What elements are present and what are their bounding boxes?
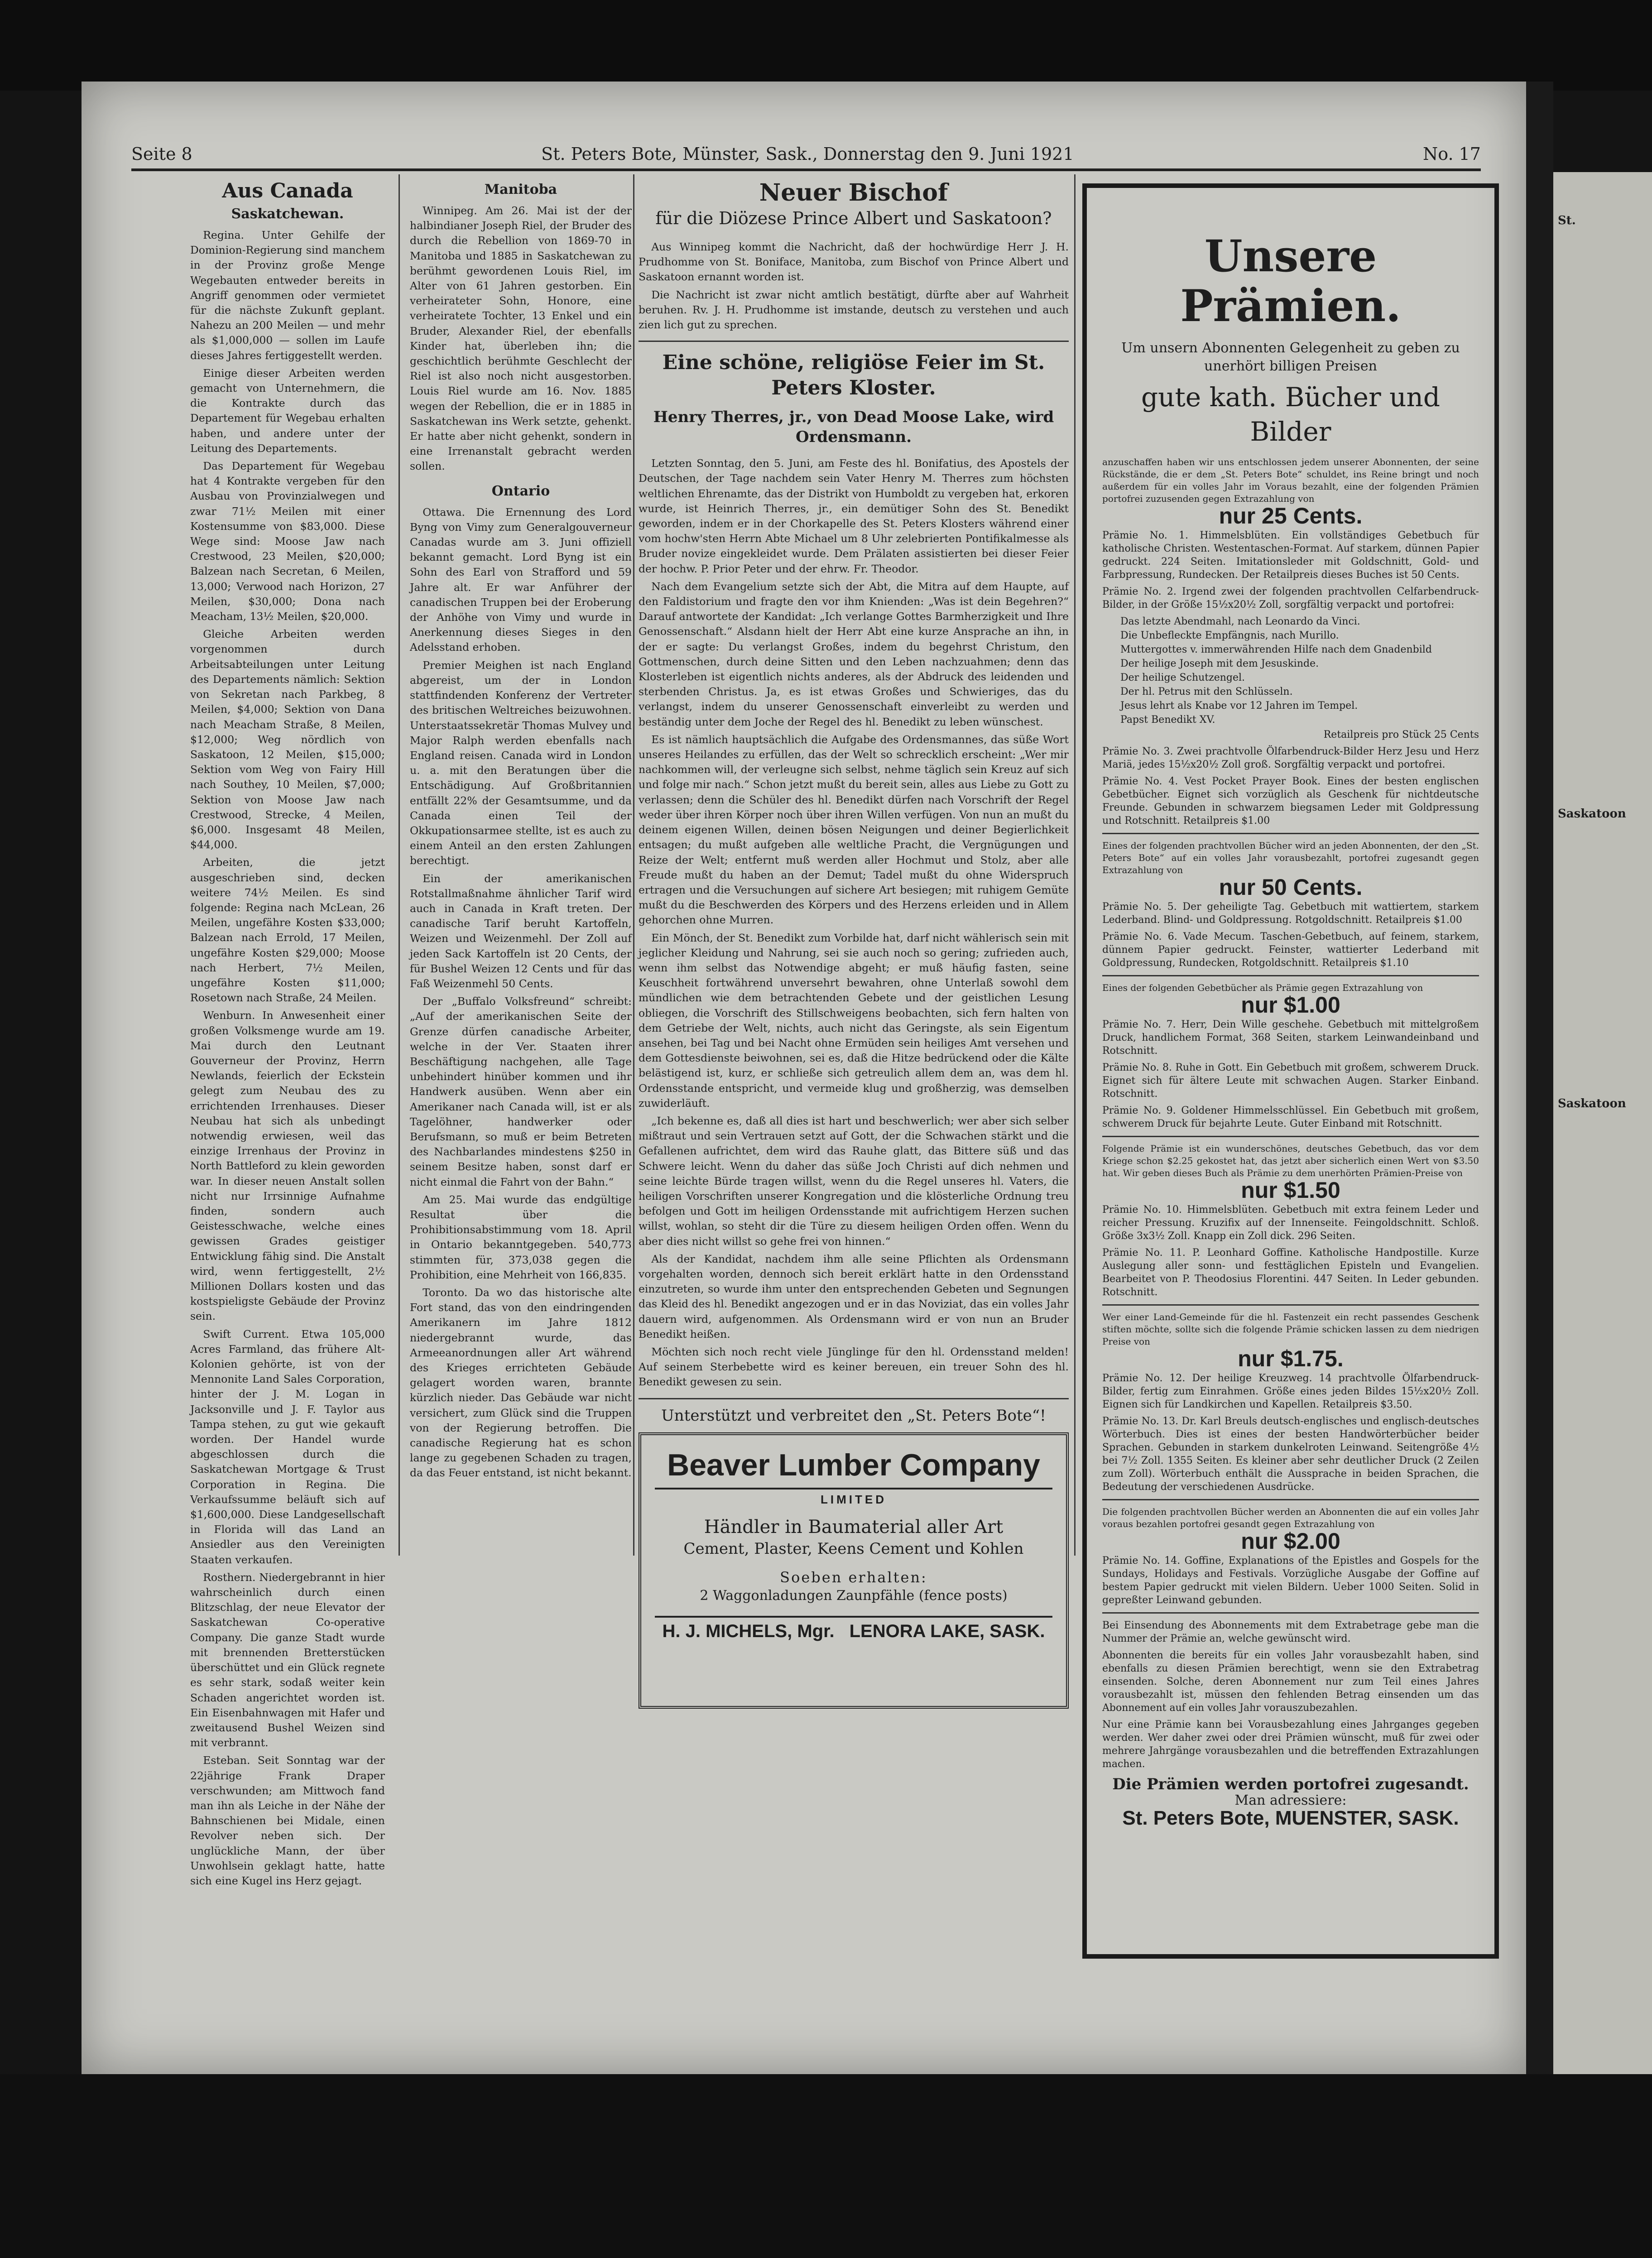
column-provinces: [410, 179, 632, 1484]
premiums-explain: Eines der folgenden prachtvollen Bücher wird an jeden Abonnenten, der den „St. Peters Bote“ auf ein volles Jahr vorausbezahlt, portofrei zugesandt gegen Extrazahlung von: [1102, 840, 1479, 875]
premium-item: Prämie No. 12. Der heilige Kreuzweg. 14 prachtvolle Ölfarbendruck-Bilder, fertig zum Einrahmen. Größe eines jeden Bildes 15½x20½ Zoll. Eignen sich für Landkirchen und Kapellen. Retailpreis $3.50.: [1102, 1373, 1479, 1410]
adjacent-page-fragment: Saskatoon: [1558, 807, 1626, 821]
column-rule: [1074, 174, 1076, 1556]
divider: [1102, 833, 1479, 834]
column-rule: [633, 174, 634, 1556]
paragraph: Winnipeg. Am 26. Mai ist der der halbindianer Joseph Riel, der Bruder des durch die Rebellion von 1869-70 in Manitoba und 1885 in Saskatchewan zu berühmt gewordenen Louis Riel, im Alter von 61 Jahren gestorben. Ein verheirateter Sohn, Honore, eine verheiratete Tochter, 13 Enkel und ein Bruder, Alexander Riel, der ebenfalls Kinder hat, überleben ihn; die geschichtlich berühmte Geschlecht der Riel ist also noch nicht ausgestorben. Louis Riel wurde am 16. Nov. 1885 wegen der Rebellion, die er in 1885 in Saskatchewan ins Werk setzte, gehenkt. Er hatte aber nicht gehenkt, sondern in eine Irrenanstalt gebracht werden sollen.: [410, 204, 632, 473]
article-body: [410, 505, 632, 1481]
ad-town: LENORA LAKE, SASK.: [849, 1621, 1045, 1642]
premium-item: Prämie No. 2. Irgend zwei der folgenden prachtvollen Celfarbendruck-Bilder, in der Größe 15½x20½ Zoll, sorgfältig verpackt und portofrei:: [1102, 586, 1479, 610]
masthead-line: St. Peters Bote, Münster, Sask., Donnerstag den 9. Juni 1921: [541, 144, 1074, 164]
premium-item: Prämie No. 10. Himmelsblüten. Gebetbuch mit extra feinem Leder und reicher Pressung. Kruzifix auf der Innenseite. Feingoldschnitt. Schloß. Größe 3x3½ Zoll. Knapp ein Zoll dick. 296 Seiten.: [1102, 1204, 1479, 1242]
adjacent-page-fragment: Saskatoon: [1558, 1097, 1626, 1110]
retail-price: Retailpreis pro Stück 25 Cents: [1323, 729, 1479, 740]
premium-item: Prämie No. 5. Der geheiligte Tag. Gebetbuch mit wattiertem, starkem Lederband. Blind- und Goldpressung. Rotgoldschnitt. Retailpreis $1.00: [1102, 901, 1479, 926]
price-25-cents: nur 25 Cents.: [1219, 503, 1363, 528]
divider: [639, 341, 1069, 342]
page-header: [131, 140, 1481, 168]
picture-item: Jesus lehrt als Knabe vor 12 Jahren im Tempel.: [1120, 700, 1358, 711]
premiums-explain: Folgende Prämie ist ein wunderschönes, deutsches Gebetbuch, das vor dem Kriege schon $2.25 gekostet hat, das jetzt aber sicherlich einen Wert von $3.50 hat. Wir geben dieses Buch als Prämie zu dem unerhörten Prämien-Preise von: [1102, 1143, 1479, 1178]
premium-item: Prämie No. 13. Dr. Karl Breuls deutsch-englisches und englisch-deutsches Wörterbuch. Dies ist eines der besten Handwörterbücher beider Sprachen. Gebunden in starkem dunkelroten Leinwand. Seitengröße 4½ bei 7½ Zoll. 1355 Seiten. Es kleiner aber sehr deutlicher Druck (2 Zeilen zum Zoll). Wörterbuch enthält die Aussprache in beiden Sprachen, die Bedeutung der verschiedenen Ausdrücke.: [1102, 1416, 1479, 1493]
paragraph: Nach dem Evangelium setzte sich der Abt, die Mitra auf dem Haupte, auf den Faldistorium und fragte den vor ihm Knienden: „Was ist dein Begehren?“ Darauf antwortete der Kandidat: „Ich verlange Gottes Barmherzigkeit und Ihre Genossenschaft.“ Alsdann hielt der Herr Abt eine kurze Ansprache an ihn, in der er sagte: Du verlangst Großes, indem du begehrst Christum, den Gottmenschen, durch deine Sitten und den Leben nachzuahmen; denn das Klosterleben ist eigentlich nichts anderes, als der Abdruck des leidenden und sterbenden Christus. Ja, es ist etwas Großes und Schwieriges, das du verlangst, indem du unserer Genossenschaft einverleibt zu werden und beständig unter dem Joche der Regel des hl. Benedikt zu leben wünschest.: [639, 580, 1069, 728]
note: Bei Einsendung des Abonnements mit dem Extrabetrage gebe man die Nummer der Prämie an, welche gewünscht wird.: [1102, 1620, 1479, 1644]
premiums-headline: gute kath. Bücher und Bilder: [1141, 382, 1440, 447]
premium-item: Prämie No. 3. Zwei prachtvolle Ölfarbendruck-Bilder Herz Jesu und Herz Mariä, jedes 15½x20½ Zoll groß. Sorgfältig verpackt und portofrei.: [1102, 746, 1479, 770]
headline-neuer-bischof: Neuer Bischof: [759, 179, 948, 207]
paragraph: Möchten sich noch recht viele Jünglinge für den hl. Ordensstand melden! Auf seinem Sterbebette wird es keiner bereuen, ein treuer Sohn des hl. Benedikt gewesen zu sein.: [639, 1345, 1069, 1388]
premium-list: [1102, 1372, 1479, 1494]
ad-dealer-line: Händler in Baumaterial aller Art: [704, 1517, 1004, 1538]
premiums-intro: Um unsern Abonnenten Gelegenheit zu geben zu unerhört billigen Preisen: [1121, 340, 1460, 374]
paragraph: Die Nachricht ist zwar nicht amtlich bestätigt, dürfte aber auf Wahrheit beruhen. Rv. J. H. Prudhomme ist imstande, deutsch zu verstehen und auch zien lich gut zu sprechen.: [639, 288, 1069, 331]
paragraph: „Ich bekenne es, daß all dies ist hart und beschwerlich; wer aber sich selber mißtraut und sein Vertrauen setzt auf Gott, der die Schwachen stärkt und die Gefallenen aufrichtet, dem wird das Rauhe glatt, das Bittere süß und das Schwere leicht. Wenn du daher das süße Joch Christi auf dich nehmen und seine leichte Bürde tragen willst, wenn du die Regel unseres hl. Vaters, die heiligen Vorschriften unserer Kongregation und die klösterliche Ordnung treu befolgen und Gott im heiligen Ordensstande mit aufrichtigem Herzen suchen willst, wohlan, so steht dir die Türe zu diesem heiligen Orden offen. Wenn du aber dies nicht willst so gehe frei von hinnen.“: [639, 1114, 1069, 1248]
ad-materials: Cement, Plaster, Keens Cement und Kohlen: [683, 1540, 1024, 1558]
publisher-place: MUENSTER, SASK.: [1275, 1807, 1459, 1829]
premiums-explain: Wer einer Land-Gemeinde für die hl. Fastenzeit ein recht passendes Geschenk stiften möchte, sollte sich die folgende Prämie schicken lassen zu dem niedrigen Preise von: [1102, 1312, 1479, 1347]
paragraph: Wenburn. In Anwesenheit einer großen Volksmenge wurde am 19. Mai durch den Leutnant Gouverneur der Provinz, Herrn Newlands, feierlich der Eckstein gelegt zum Neubau des zu errichtenden Irrenhauses. Dieser Neubau hat sich als unbedingt notwendig erwiesen, weil das einzige Irrenhaus der Provinz in North Battleford zu klein geworden war. In dieser neuen Anstalt sollen nicht nur Irrsinnige Aufnahme finden, sondern auch Geistesschwache, welche eines gewissen Grades geistiger Entwicklung fähig sind. Die Anstalt wird, wenn fertiggestellt, 2½ Millionen Dollars kosten und das kostspieligste Gebäude der Provinz sein.: [190, 1009, 385, 1323]
ad-just-received: Soeben erhalten:: [780, 1569, 927, 1586]
paragraph: Der „Buffalo Volksfreund“ schreibt: „Auf der amerikanischen Seite der Grenze dürfen canadische Arbeiter, welche in der Ver. Staaten ihrer Beschäftigung nachgehen, alle Tage unbehindert hinüber kommen und ihr Handwerk ausüben. Wenn aber ein Amerikaner nach Canada will, ist er als Tagelöhner, handwerker oder Berufsmann, so muß er beim Betreten des Nachbarlandes mindestens $250 in seinem Besitze haben, sonst darf er nicht einmal die Fahrt von der Bahn.“: [410, 995, 632, 1188]
paragraph: Ottawa. Die Ernennung des Lord Byng von Vimy zum Generalgouverneur Canadas wurde am 3. Juni offiziell bekannt gemacht. Lord Byng ist ein Sohn des Earl von Strafford und 59 Jahre alt. Er war Anführer der canadischen Truppen bei der Eroberung der Anhöhe von Vimy und wurde in Anerkennung dieses Sieges in den Adelsstand erhoben.: [410, 505, 632, 654]
premium-item: Prämie No. 1. Himmelsblüten. Ein vollständiges Gebetbuch für katholische Christen. Westentaschen-Format. Auf starkem, dünnen Papier gedruckt. 224 Seiten. Imitationsleder mit Goldschnitt, Gold- und Farbpressung, Rundecken. Der Retailpreis dieses Buches ist 50 Cents.: [1102, 530, 1479, 581]
premiums-title: Unsere Prämien.: [1180, 231, 1401, 331]
column-church-news: [639, 179, 1069, 1709]
article-body: [410, 203, 632, 474]
paragraph: Es ist nämlich hauptsächlich die Aufgabe des Ordensmannes, das süße Wort unseres Heilandes zu erfüllen, das der Welt so schrecklich erscheint: „Wer mir nachkommen will, der verleugne sich selbst, nehme täglich sein Kreuz auf sich und folge mir nach.“ Schon jetzt mußt du bereit sein, alles aus Liebe zu Gott zu verlassen; denn die Schüler des hl. Benedikt dürfen nach Vorschrift der Regel weder über ihren Körper noch über ihren Willen verfügen. Von nun an mußt du deinem eigenen Willen, deinen bösen Neigungen und deiner Begierlichkeit entsagen; du mußt aufgeben alle weltliche Pracht, die Vergnügungen und Reize der Welt; entfernt muß werden aller Hochmut und Stolz, aber alle Freude mußt du haben an der Demut; Tadel mußt du ohne Widerspruch ertragen und die Versuchungen auf sichere Art besiegen; mit ruhigem Gemüte mußt du die Beschwerden des Körpers und des Herzens erleiden und in Allem gehorchen ohne Murren.: [639, 733, 1069, 927]
price-1-50: nur $1.50: [1241, 1177, 1340, 1203]
divider: [1102, 975, 1479, 976]
premiums-explain: anzuschaffen haben wir uns entschlossen jedem unserer Abonnenten, der seine Rückstände, die er dem „St. Peters Bote“ schuldet, ins Reine bringt und noch außerdem für ein volles Jahr im Voraus bezahlt, eine der folgenden Prämien portofrei zuzusenden gegen Extrazahlung von: [1102, 456, 1479, 504]
beaver-lumber-advertisement: [639, 1432, 1069, 1709]
premium-list: [1102, 529, 1479, 611]
divider: [1102, 1612, 1479, 1614]
paragraph: Rosthern. Niedergebrannt in hier wahrscheinlich durch einen Blitzschlag, der neue Elevator der Saskatchewan Co-operative Company. Die ganze Stadt wurde mit brennenden Bretterstücken überschüttet und ein Glück regnete es sehr stark, sodaß weiter kein Schaden angerichtet worden ist. Ein Eisenbahnwagen mit Hafer und zweitausend Bushel Weizen sind mit verbrannt.: [190, 1571, 385, 1749]
headline-feier: Eine schöne, religiöse Feier im St. Peters Kloster.: [662, 351, 1045, 400]
page-number: Seite 8: [131, 144, 192, 164]
article-body: [639, 240, 1069, 332]
premium-list: [1102, 1018, 1479, 1130]
issue-number: No. 17: [1423, 144, 1481, 164]
postage-free-note: Die Prämien werden portofrei zugesandt.: [1112, 1775, 1469, 1793]
paragraph: Ein Mönch, der St. Benedikt zum Vorbilde hat, darf nicht wählerisch sein mit jeglicher Kleidung und Nahrung, sei sie auch noch so gering; zufrieden auch, wenn ihm selbst das Notwendige abgeht; er muß häufig fasten, seine Keuschheit fortwährend unversehrt bewahren, ohne Unterlaß sowohl dem mündlichen wie dem betrachtenden Gebete und der geistlichen Lesung obliegen, die Vorschrift des Stillschweigens beobachten, sich fern halten von dem Getriebe der Welt, nichts, auch nicht das Geringste, als sein Eigentum ansehen, bei Tag und bei Nacht ohne Ermüden sein heiliges Amt versehen und dem Gottesdienste beiwohnen, sei es, daß die Hitze bedrückend oder die Kälte belästigend ist, kurz, er schließe sich getreulich allem dem an, was dem hl. Ordensstande entspricht, und vermeide klug und großherzig, was demselben zuwiderläuft.: [639, 931, 1069, 1110]
paragraph: Aus Winnipeg kommt die Nachricht, daß der hochwürdige Herr J. H. Prudhomme von St. Boniface, Manitoba, zum Bischof von Prince Albert und Saskatoon ernannt worden ist.: [639, 240, 1069, 283]
picture-item: Das letzte Abendmahl, nach Leonardo da Vinci.: [1120, 616, 1360, 627]
paragraph: Premier Meighen ist nach England abgereist, um der in London stattfindenden Konferenz der Vertreter des britischen Weltreiches beizuwohnen. Unterstaatssekretär Thomas Mulvey und Major Ralph werden ebenfalls nach England reisen. Canada wird in London u. a. mit den Beratungen über die Entschädigung. Auf Großbritannien entfällt 22% der Gesamtsumme, und da Canada einen Teil der Okkupationsarmee stellte, ist es auch zu einem Anteil an den ersten Zahlungen berechtigt.: [410, 658, 632, 867]
paragraph: Letzten Sonntag, den 5. Juni, am Feste des hl. Bonifatius, des Apostels der Deutschen, der Tage nachdem sein Vater Henry M. Therres zum höchsten weltlichen Ehrenamte, das der Distrikt von Humboldt zu vergeben hat, erkoren wurde, ist Heinrich Therres, jr., ein demütiger Sohn des St. Benedikt geworden, indem er in der Chorkapelle des St. Peters Klosters während einer vom hochw'sten Herrn Abte Michael um 8 Uhr zelebrierten Pontifikalmesse als Bruder novize eingekleidet wurde. Dem Prälaten assistierten bei dieser Feier der hochw. P. Prior Peter und der ehrw. Fr. Theodor.: [639, 457, 1069, 575]
article-body: [639, 456, 1069, 1389]
address-label: Man adressiere:: [1234, 1792, 1347, 1808]
paragraph: Regina. Unter Gehilfe der Dominion-Regierung sind manchem in der Provinz große Menge Wegebauten entweder bereits in Angriff genommen oder vermietet für die nächste Zukunft geplant. Nahezu an 200 Meilen — und mehr als $1,000,000 — sollen im Laufe dieses Jahres fertiggestellt werden.: [190, 229, 385, 362]
section-title-ontario: Ontario: [491, 483, 550, 499]
premium-item: Prämie No. 8. Ruhe in Gott. Ein Gebetbuch mit großem, schwerem Druck. Eignet sich für ältere Leute mit schwachen Augen. Starker Einband. Rotschnitt.: [1102, 1062, 1479, 1100]
publisher-address: [1102, 1807, 1479, 1829]
ad-manager: H. J. MICHELS, Mgr.: [662, 1621, 835, 1642]
premium-list: [1102, 745, 1479, 827]
book-gutter: [1526, 82, 1553, 2074]
section-subtitle: Saskatchewan.: [231, 206, 344, 222]
ad-fence-posts: 2 Waggonladungen Zaunpfähle (fence posts): [700, 1588, 1008, 1604]
premium-list: [1102, 1554, 1479, 1607]
divider: [1102, 1136, 1479, 1137]
note: Nur eine Prämie kann bei Vorausbezahlung eines Jahrganges gegeben werden. Wer daher zwei oder drei Prämien wünscht, muß für zwei oder mehrere Jahrgänge vorausbezahlen und die betreffenden Extrazahlungen machen.: [1102, 1719, 1479, 1770]
premiums-explain: Die folgenden prachtvollen Bücher werden an Abonnenten die auf ein volles Jahr voraus bezahlen portofrei gesandt gegen Extrazahlung von: [1102, 1506, 1479, 1529]
picture-list: [1120, 615, 1479, 726]
header-rule: [131, 168, 1481, 171]
paragraph: Swift Current. Etwa 105,000 Acres Farmland, das frühere Alt-Kolonien gehörte, ist von der Mennonite Land Sales Corporation, hinter der J. M. Logan in Jacksonville und J. F. Taylor aus Tampa stehen, zu gut wie gekauft worden. Der Handel wurde abgeschlossen durch die Saskatchewan Mortgage & Trust Corporation in Regina. Die Verkaufssumme beläuft sich auf $1,600,000. Diese Landgesellschaft in Florida will das Land an Ansiedler aus den Vereinigten Staaten verkaufen.: [190, 1327, 385, 1566]
note: Abonnenten die bereits für ein volles Jahr vorausbezahlt haben, sind ebenfalls zu diesen Prämien berechtigt, wenn sie den Extrabetrag einsenden. Solche, deren Abonnement nur zum Teil eines Jahres vorausbezahlt ist, müssen den fehlenden Betrag einsenden um das Abonnement auf ein volles Jahr vorauszubezahlen.: [1102, 1650, 1479, 1714]
premiums-explain: Eines der folgenden Gebetbücher als Prämie gegen Extrazahlung von: [1102, 982, 1423, 993]
premium-notes: [1102, 1619, 1479, 1771]
column-aus-canada: [190, 179, 385, 1891]
paragraph: Das Departement für Wegebau hat 4 Kontrakte vergeben für den Ausbau von Provinzialwegen und zwar 71½ Meilen mit einer Kostensumme von $83,000. Diese Wege sind: Moose Jaw nach Crestwood, 23 Meilen, $20,000; Balzean nach Secretan, 6 Meilen, 13,000; Verwood nach Horizon, 27 Meilen, $30,000; Dona nach Meacham, 13½ Meilen, $20,000.: [190, 460, 385, 623]
premium-list: [1102, 1203, 1479, 1299]
paragraph: Arbeiten, die jetzt ausgeschrieben sind, decken weitere 74½ Meilen. Es sind folgende: Regina nach McLean, 26 Meilen, ungefähre Kosten $33,000; Balzean nach Errold, 17 Meilen, ungefähre Kosten $29,000; Moose nach Herbert, 7½ Meilen, ungefähre Kosten $11,000; Rosetown nach Straße, 24 Meilen.: [190, 856, 385, 1004]
paragraph: Toronto. Da wo das historische alte Fort stand, das von den eindringenden Amerikanern im Jahre 1812 niedergebrannt wurde, das Armeeanordnungen aller Art während des Krieges errichteten Gebäude gelagert worden waren, brannte kürzlich nieder. Das Gebäude war nicht versichert, zum Glück sind die Truppen von der Regierung betroffen. Die canadische Regierung hat es schon lange zu gegebenen Schaden zu tragen, da das Feuer entstand, ist nicht bekannt.: [410, 1286, 632, 1480]
adjacent-page-fragment: St.: [1558, 214, 1576, 227]
paragraph: Einige dieser Arbeiten werden gemacht von Unternehmern, die die Kontrakte durch das Departement für Wegebau erhalten haben, und andere unter der Leitung des Departements.: [190, 366, 385, 455]
premium-item: Prämie No. 14. Goffine, Explanations of the Epistles and Gospels for the Sundays, Holidays and Festivals. Vorzügliche Ausgabe der Goffine auf bestem Papier gedruckt mit vielen Bildern. Ueber 1000 Seiten. Solid in gepreßter Leinwand gebunden.: [1102, 1555, 1479, 1606]
paragraph: Am 25. Mai wurde das endgültige Resultat über die Prohibitionsabstimmung vom 18. April in Ontario bekanntgegeben. 540,773 stimmten für, 373,038 gegen die Prohibition, eine Mehrheit von 166,835.: [410, 1193, 632, 1281]
picture-item: Die Unbefleckte Empfängnis, nach Murillo.: [1120, 630, 1339, 641]
paragraph: Ein der amerikanischen Rotstallmaßnahme ähnlicher Tarif wird auch in Canada in Kraft treten. Der canadische Tarif beruht Kartoffeln, Weizen und Weizenmehl. Der Zoll auf jeden Sack Kartoffeln ist 20 Cents, der für Bushel Weizen 12 Cents und für das Faß Weizenmehl 50 Cents.: [410, 872, 632, 990]
price-2-dollars: nur $2.00: [1241, 1528, 1340, 1554]
column-rule: [399, 174, 400, 1556]
premium-item: Prämie No. 4. Vest Pocket Prayer Book. Eines der besten englischen Gebetbücher. Eignet sich vorzüglich als Geschenk für nichtdeutsche Freunde. Gebunden in schwarzem biegsamen Leder mit Goldpressung und Rotschnitt. Retailpreis $1.00: [1102, 776, 1479, 826]
premiums-advertisement: [1082, 183, 1499, 1959]
price-50-cents: nur 50 Cents.: [1219, 874, 1363, 900]
picture-item: Der hl. Petrus mit den Schlüsseln.: [1120, 686, 1293, 697]
support-slogan: Unterstützt und verbreitet den „St. Peters Bote“!: [661, 1406, 1046, 1425]
price-1-75: nur $1.75.: [1238, 1346, 1344, 1371]
divider: [1102, 1499, 1479, 1500]
section-title-manitoba: Manitoba: [484, 182, 557, 197]
paragraph: Esteban. Seit Sonntag war der 22jährige Frank Draper verschwunden; am Mittwoch fand man ihn als Leiche in der Nähe der Bahnschienen bei Midale, einen Revolver neben sich. Der unglückliche Mann, der über Unwohlsein geklagt hatte, hatte sich eine Kugel ins Herz gejagt.: [190, 1754, 385, 1887]
scan-border-top: [0, 0, 1652, 91]
divider: [1102, 1304, 1479, 1306]
premium-item: Prämie No. 9. Goldener Himmelsschlüssel. Ein Gebetbuch mit großem, schwerem Druck für bejahrte Leute. Guter Einband mit Rotschnitt.: [1102, 1105, 1479, 1129]
scan-border-bottom: [0, 2074, 1652, 2258]
subheadline-dioezese: für die Diözese Prince Albert und Saskatoon?: [655, 208, 1052, 228]
price-1-dollar: nur $1.00: [1241, 992, 1340, 1018]
picture-item: Der heilige Joseph mit dem Jesuskinde.: [1120, 658, 1319, 669]
divider: [639, 1398, 1069, 1399]
picture-item: Papst Benedikt XV.: [1120, 714, 1215, 725]
section-title: Aus Canada: [222, 179, 353, 202]
ad-limited: LIMITED: [821, 1492, 887, 1506]
premium-list: [1102, 900, 1479, 970]
premium-item: Prämie No. 7. Herr, Dein Wille geschehe. Gebetbuch mit mittelgroßem Druck, handlichem Format, 368 Seiten, starkem Leinwandeinband und Rotschnitt.: [1102, 1019, 1479, 1057]
picture-item: Der heilige Schutzengel.: [1120, 672, 1245, 683]
ad-footer: [655, 1616, 1052, 1642]
article-body: [190, 228, 385, 1888]
publisher-name: St. Peters Bote,: [1122, 1807, 1270, 1829]
paragraph: Gleiche Arbeiten werden vorgenommen durch Arbeitsabteilungen unter Leitung des Departements nämlich: Sektion von Sekretan nach Parkbeg, 8 Meilen, $4,000; Sektion von Dana nach Meacham Straße, 8 Meilen, $12,000; Weg nördlich von Saskatoon, 12 Meilen, $15,000; Sektion vom Weg von Fairy Hill nach Southey, 10 Meilen, $7,000; Sektion von Moose Jaw nach Crestwood, Strecke, 4 Meilen, $6,000. Insgesamt 48 Meilen, $44,000.: [190, 628, 385, 851]
subheadline-therres: Henry Therres, jr., von Dead Moose Lake, wird Ordensmann.: [653, 408, 1054, 447]
picture-item: Muttergottes v. immerwährenden Hilfe nach dem Gnadenbild: [1120, 644, 1432, 655]
premium-item: Prämie No. 6. Vade Mecum. Taschen-Gebetbuch, auf feinem, starkem, dünnem Papier gedruckt. Feinster, wattierter Lederband mit Goldpressung, Rundecken, Rotgoldschnitt. Retailpreis $1.10: [1102, 931, 1479, 969]
paragraph: Als der Kandidat, nachdem ihm alle seine Pflichten als Ordensmann vorgehalten worden, dennoch sich bereit erklärt hatte in den Ordensstand einzutreten, so wurde ihm unter den entsprechenden Gebeten und Segnungen das Kleid des hl. Benedikt angezogen und er in das Noviziat, das ein volles Jahr dauern wird, aufgenommen. Als Ordensmann wird er von nun an Bruder Benedikt heißen.: [639, 1252, 1069, 1340]
premium-item: Prämie No. 11. P. Leonhard Goffine. Katholische Handpostille. Kurze Auslegung aller sonn- und festtäglichen Episteln und Evangelien. Bearbeitet von P. Theodosius Florentini. 447 Seiten. In Leder gebunden. Rotschnitt.: [1102, 1247, 1479, 1298]
adjacent-page-edge: [1553, 172, 1652, 2074]
ad-company-name: Beaver Lumber Company: [655, 1447, 1052, 1489]
